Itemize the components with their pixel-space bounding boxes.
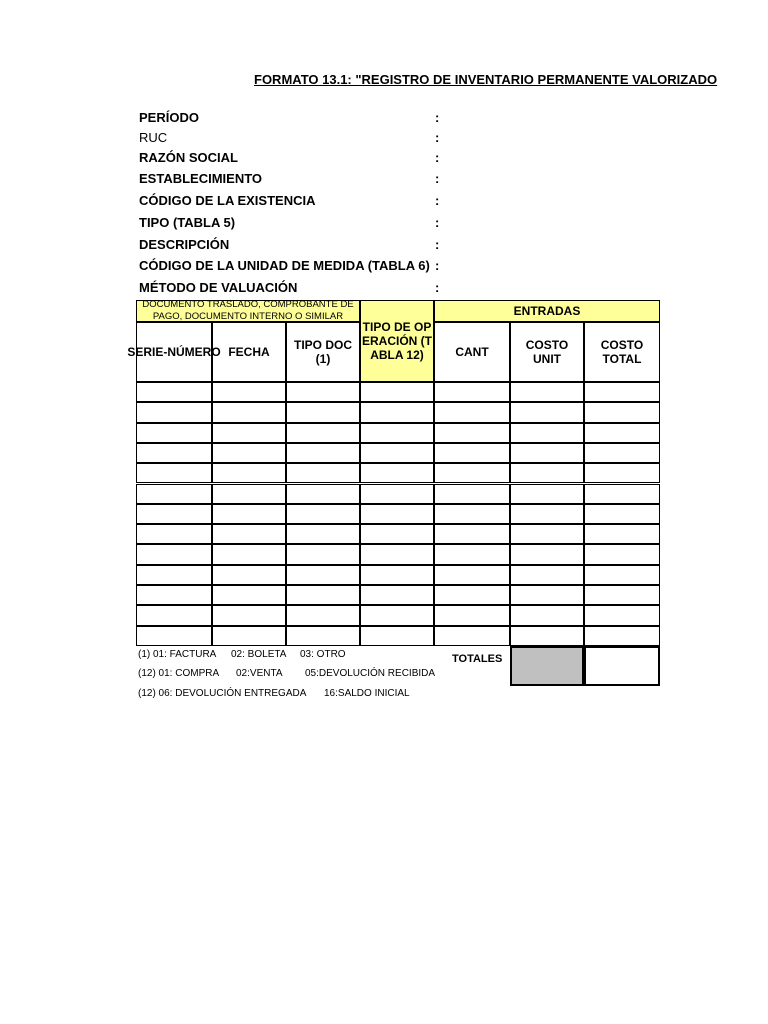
field-row — [139, 169, 449, 189]
col-costo-unit-header — [510, 322, 584, 382]
table-row-cell — [434, 524, 510, 544]
field-colon: : — [435, 130, 440, 145]
field-colon: : — [435, 150, 440, 165]
col-cant-header-text: CANT — [455, 345, 489, 359]
footnote-item: (12) 01: COMPRA — [138, 668, 220, 679]
table-row-cell — [136, 626, 212, 646]
col-serie-numero-header-text: SERIE-NÚMERO — [127, 345, 221, 359]
table-row-cell — [286, 565, 360, 585]
table-row-cell — [434, 626, 510, 646]
col-costo-unit-header-text: COSTO UNIT — [525, 338, 569, 366]
table-row-cell — [584, 544, 660, 564]
col-fecha-header-text: FECHA — [228, 345, 270, 359]
table-row-cell — [434, 423, 510, 443]
field-colon: : — [435, 193, 440, 208]
entradas-header — [434, 300, 660, 322]
table-row-cell — [584, 463, 660, 483]
table-row-cell — [584, 626, 660, 646]
table-row-cell — [584, 443, 660, 463]
field-colon: : — [435, 215, 440, 230]
field-row — [139, 256, 449, 276]
table-row-cell — [510, 402, 584, 422]
table-row-cell — [212, 423, 286, 443]
field-row — [139, 278, 449, 298]
inventory-table — [127, 299, 660, 687]
table-row-cell — [286, 382, 360, 402]
table-row-cell — [510, 504, 584, 524]
table-row-cell — [212, 626, 286, 646]
footnote-item: 16:SALDO INICIAL — [324, 688, 410, 699]
col-costo-total-header-text: COSTO TOTAL — [600, 338, 644, 366]
table-row-cell — [434, 484, 510, 504]
totals-costo-total-cell — [584, 646, 660, 686]
table-row-cell — [360, 463, 434, 483]
table-row-cell — [136, 443, 212, 463]
table-row-cell — [584, 524, 660, 544]
table-row-cell — [136, 463, 212, 483]
col-cant-header — [434, 322, 510, 382]
table-row-cell — [584, 402, 660, 422]
table-row-cell — [510, 585, 584, 605]
table-row-cell — [136, 605, 212, 625]
col-costo-total-header — [584, 322, 660, 382]
table-row-cell — [360, 423, 434, 443]
field-row — [139, 213, 449, 233]
table-row-cell — [212, 524, 286, 544]
table-row-cell — [510, 605, 584, 625]
footnote-item: 05:DEVOLUCIÓN RECIBIDA — [305, 668, 436, 679]
field-colon: : — [435, 237, 440, 252]
field-colon: : — [435, 280, 440, 295]
table-row-cell — [434, 605, 510, 625]
table-row-cell — [360, 626, 434, 646]
table-row-cell — [286, 544, 360, 564]
table-row-cell — [434, 382, 510, 402]
table-row-cell — [286, 626, 360, 646]
table-row-cell — [212, 382, 286, 402]
table-row-cell — [434, 443, 510, 463]
table-row-cell — [286, 524, 360, 544]
col-tipo-doc-header — [286, 322, 360, 382]
table-row-cell — [136, 544, 212, 564]
table-row-cell — [360, 402, 434, 422]
page-title: FORMATO 13.1: "REGISTRO DE INVENTARIO PERMANENTE VALORIZADO — [254, 72, 718, 87]
col-tipo-doc-header-text: TIPO DOC (1) — [293, 338, 352, 366]
field-row — [139, 148, 449, 168]
totals-costo-unit-cell — [510, 646, 584, 686]
table-row-cell — [434, 565, 510, 585]
table-row-cell — [360, 484, 434, 504]
table-row-cell — [212, 605, 286, 625]
field-row — [139, 128, 449, 148]
doc-group-header-text: DOCUMENTO TRASLADO, COMPROBANTE DE PAGO, DOCUMENTO INTERNO O SIMILAR — [142, 299, 354, 322]
table-row-cell — [136, 504, 212, 524]
table-row-cell — [360, 565, 434, 585]
table-row-cell — [360, 524, 434, 544]
table-row-cell — [286, 585, 360, 605]
table-row-cell — [212, 402, 286, 422]
footnote-item: 03: OTRO — [300, 649, 346, 660]
field-row — [139, 108, 449, 128]
table-row-cell — [136, 524, 212, 544]
field-label: RUC — [139, 130, 168, 145]
table-row-cell — [136, 484, 212, 504]
table-row-cell — [360, 544, 434, 564]
field-colon: : — [435, 110, 440, 125]
table-row-cell — [136, 402, 212, 422]
footnote-item: 02: BOLETA — [231, 649, 287, 660]
table-row-cell — [212, 504, 286, 524]
table-row-cell — [360, 443, 434, 463]
tipo-operacion-header — [360, 300, 434, 382]
table-row-cell — [286, 402, 360, 422]
table-row-cell — [212, 565, 286, 585]
table-row-cell — [212, 544, 286, 564]
table-row-cell — [286, 504, 360, 524]
table-row-cell — [136, 565, 212, 585]
field-label: CÓDIGO DE LA EXISTENCIA — [139, 193, 316, 208]
table-row-cell — [434, 463, 510, 483]
doc-group-header — [136, 300, 360, 322]
field-label: PERÍODO — [139, 110, 199, 125]
table-row-cell — [286, 443, 360, 463]
table-row-cell — [434, 585, 510, 605]
table-row-cell — [584, 504, 660, 524]
table-row-cell — [584, 382, 660, 402]
table-row-cell — [360, 585, 434, 605]
field-label: TIPO (TABLA 5) — [139, 215, 236, 230]
col-fecha-header — [212, 322, 286, 382]
table-row-cell — [286, 605, 360, 625]
table-row-cell — [584, 484, 660, 504]
table-row-cell — [510, 565, 584, 585]
table-row-cell — [136, 382, 212, 402]
field-label: MÉTODO DE VALUACIÓN — [139, 280, 298, 295]
table-row-cell — [434, 402, 510, 422]
totals-label: TOTALES — [452, 652, 503, 665]
table-row-cell — [286, 463, 360, 483]
col-serie-numero-header — [127, 322, 221, 382]
tipo-operacion-header-text: TIPO DE OPERACIÓN (TABLA 12) — [362, 320, 432, 362]
field-row — [139, 235, 449, 255]
field-label: RAZÓN SOCIAL — [139, 150, 238, 165]
entradas-header-text: ENTRADAS — [513, 304, 581, 318]
field-colon: : — [435, 171, 440, 186]
table-row-cell — [584, 423, 660, 443]
table-row-cell — [510, 443, 584, 463]
table-row-cell — [360, 605, 434, 625]
table-row-cell — [360, 504, 434, 524]
table-row-cell — [212, 463, 286, 483]
field-label: ESTABLECIMIENTO — [139, 171, 263, 186]
table-row-cell — [510, 382, 584, 402]
footnote-item: 02:VENTA — [236, 668, 283, 679]
table-row-cell — [510, 524, 584, 544]
field-label: DESCRIPCIÓN — [139, 237, 230, 252]
field-label: CÓDIGO DE LA UNIDAD DE MEDIDA (TABLA 6) — [139, 258, 430, 273]
table-row-cell — [510, 544, 584, 564]
table-row-cell — [584, 565, 660, 585]
footnote-item: (12) 06: DEVOLUCIÓN ENTREGADA — [138, 688, 307, 699]
table-row-cell — [286, 423, 360, 443]
table-row-cell — [434, 504, 510, 524]
table-row-cell — [510, 626, 584, 646]
table-row-cell — [212, 484, 286, 504]
table-row-cell — [286, 484, 360, 504]
table-row-cell — [212, 443, 286, 463]
field-colon: : — [435, 258, 440, 273]
table-row-cell — [510, 463, 584, 483]
table-row-cell — [136, 423, 212, 443]
table-row-cell — [510, 423, 584, 443]
table-row-cell — [434, 544, 510, 564]
table-row-cell — [360, 382, 434, 402]
footnote-item: (1) 01: FACTURA — [138, 649, 217, 660]
table-row-cell — [584, 585, 660, 605]
table-row-cell — [510, 484, 584, 504]
table-row-cell — [136, 585, 212, 605]
table-row-cell — [584, 605, 660, 625]
field-row — [139, 191, 449, 211]
table-row-cell — [212, 585, 286, 605]
